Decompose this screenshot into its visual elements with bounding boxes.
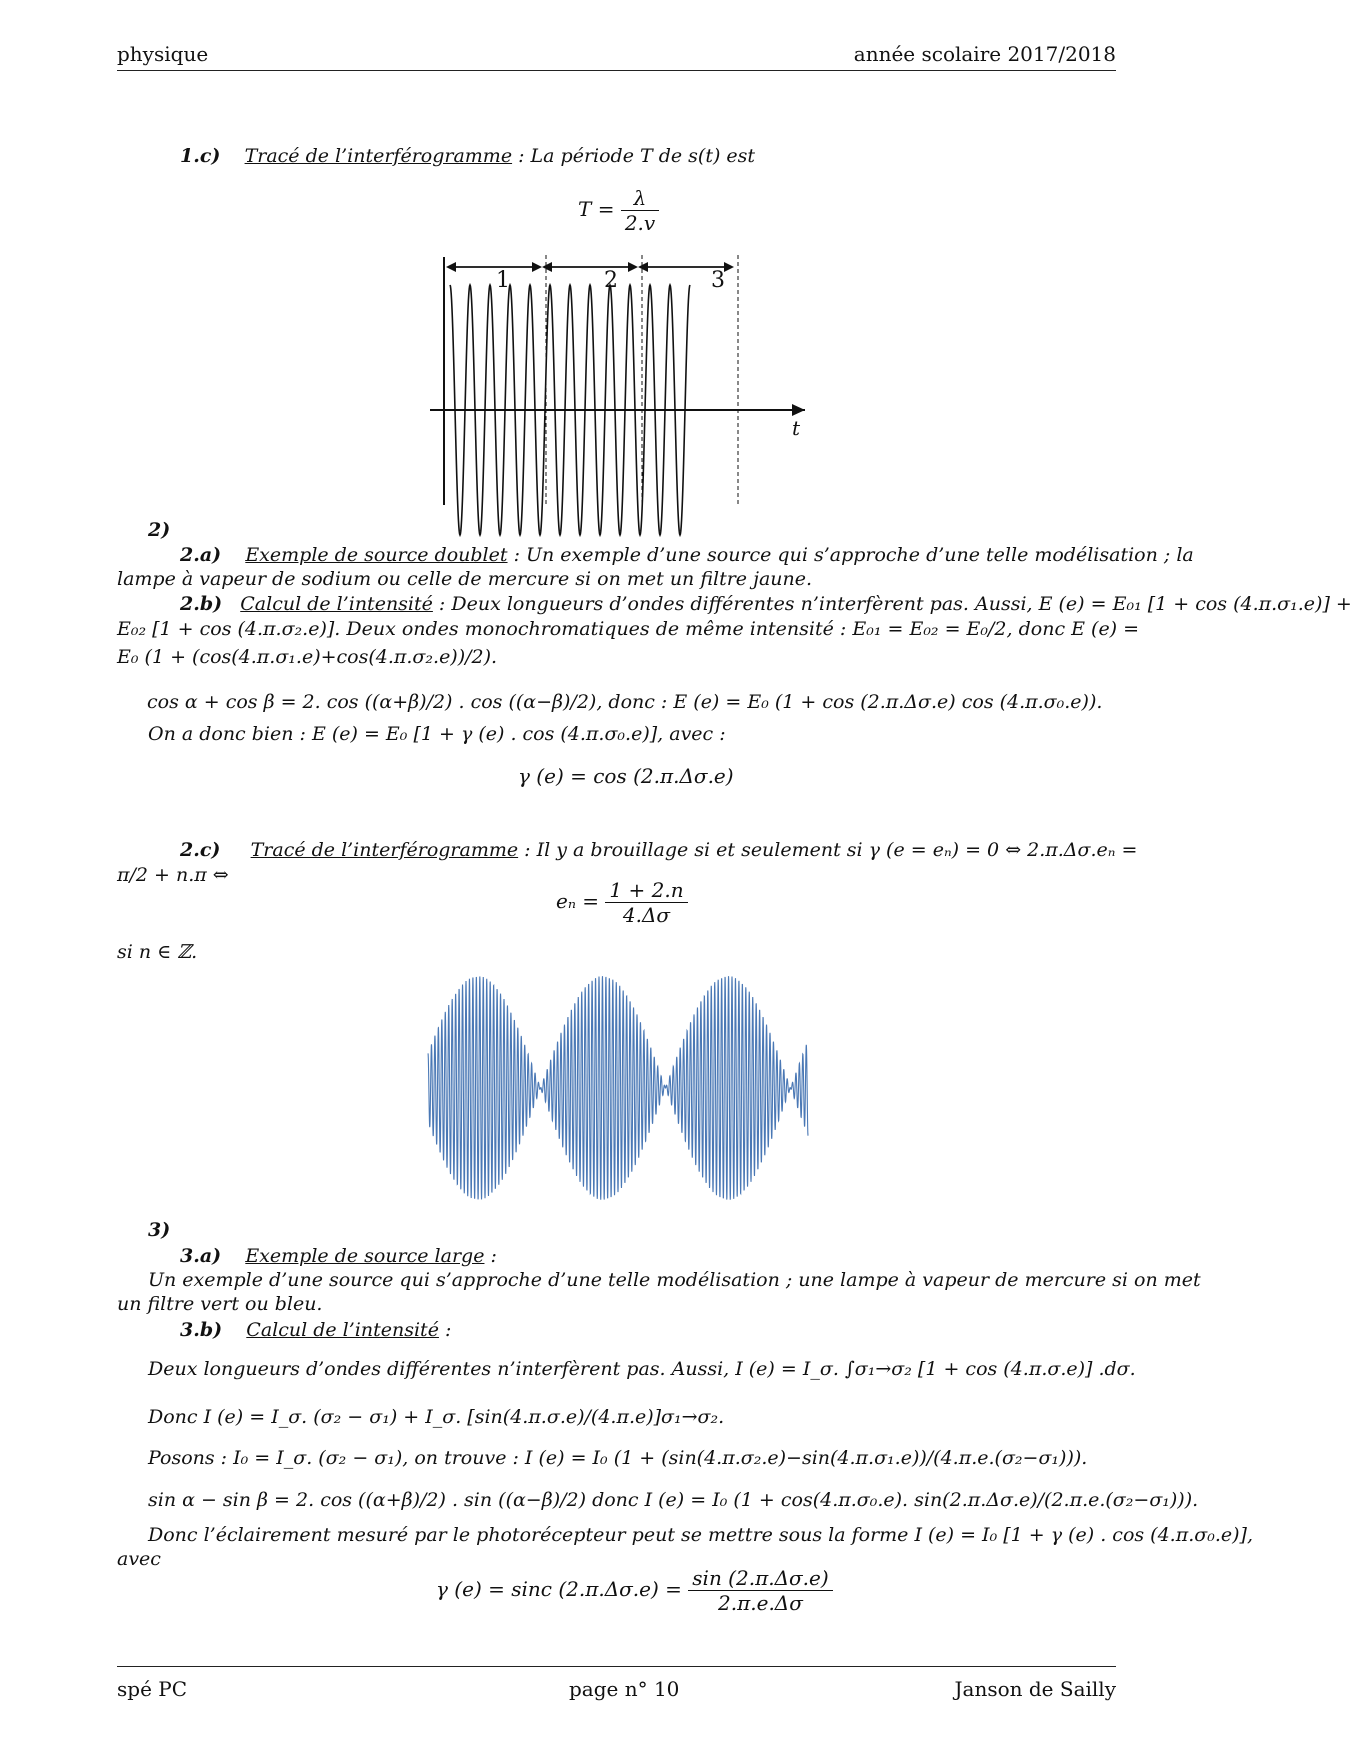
section-3-number: 3) <box>148 1219 171 1241</box>
section-2-number: 2) <box>148 519 171 541</box>
section-2b-text-1: : Deux longueurs d’ondes différentes n’interfèrent pas. Aussi, E (e) = E₀₁ [1 + cos (4.π.σ₁.e)] + <box>432 593 1352 615</box>
section-2c-title: Tracé de l’interférogramme <box>250 839 519 861</box>
section-3a-text-2: un filtre vert ou bleu. <box>117 1293 323 1315</box>
section-2c-text-1: : Il y a brouillage si et seulement si γ (e = eₙ) = 0 ⇔ 2.π.Δσ.eₙ = <box>518 839 1138 861</box>
interferogram-figure-1 <box>420 255 820 505</box>
section-3a-text-0: : <box>484 1245 497 1267</box>
period-label-2: 2 <box>604 268 618 293</box>
section-3b-text-1: Deux longueurs d’ondes différentes n’interfèrent pas. Aussi, I (e) = I_σ. ∫σ₁→σ₂ [1 + cos (4.π.σ.e)] .dσ. <box>148 1358 1136 1380</box>
interferogram-figure-2 <box>428 968 808 1208</box>
section-3a-line <box>180 1244 497 1268</box>
footer-class: spé PC <box>117 1677 188 1701</box>
section-3b-text-0: : <box>438 1319 452 1341</box>
section-3a-text-1: Un exemple d’une source qui s’approche d’une telle modélisation ; une lampe à vapeur de mercure si on met <box>148 1269 1201 1291</box>
equation-gamma-doublet: γ (e) = cos (2.π.Δσ.e) <box>518 764 734 788</box>
section-3b-text-4: sin α − sin β = 2. cos ((α+β)/2) . sin ((α−β)/2) donc I (e) = I₀ (1 + cos(4.π.σ₀.e). sin(2.π.Δσ.e)/(2.π.e.(σ₂−σ₁))). <box>148 1489 1199 1511</box>
section-3b-text-6: avec <box>117 1548 161 1570</box>
section-3b-number: 3.b) <box>180 1319 223 1341</box>
section-1c-title: Tracé de l’interférogramme <box>244 145 513 167</box>
footer-page-number: page n° 10 <box>569 1677 680 1701</box>
equation-gamma-sinc <box>436 1566 833 1615</box>
equation-en-num: 1 + 2.n <box>605 878 687 903</box>
section-2a-text-1: : Un exemple d’une source qui s’approche d’une telle modélisation ; la <box>507 544 1194 566</box>
section-3b-title: Calcul de l’intensité <box>246 1319 439 1341</box>
equation-period-den: 2.v <box>624 211 656 235</box>
period-label-3: 3 <box>711 268 725 293</box>
section-1c-text: : La période T de s(t) est <box>512 145 756 167</box>
section-2b-text-4: cos α + cos β = 2. cos ((α+β)/2) . cos ((α−β)/2), donc : E (e) = E₀ (1 + cos (2.π.Δσ.e) cos (4.π.σ₀.e)). <box>147 691 1103 713</box>
section-3b-line <box>180 1318 451 1342</box>
section-2-heading <box>148 518 170 542</box>
equation-en-lhs: eₙ = <box>556 889 600 913</box>
page-header <box>117 40 1116 71</box>
section-2a-title: Exemple de source doublet <box>245 544 508 566</box>
page-footer <box>117 1666 1116 1707</box>
section-2b-text-2: E₀₂ [1 + cos (4.π.σ₂.e)]. Deux ondes monochromatiques de même intensité : E₀₁ = E₀₂ = E₀/2, donc E (e) = <box>117 618 1140 640</box>
section-2b-number: 2.b) <box>180 593 223 615</box>
equation-period-lhs: T = <box>578 197 615 221</box>
section-1c-line <box>180 144 755 168</box>
section-2a-line <box>180 543 1194 567</box>
section-2c-text-3: si n ∈ ℤ. <box>117 941 198 963</box>
section-3a-number: 3.a) <box>180 1245 222 1267</box>
time-axis-arrow <box>792 404 805 416</box>
equation-gamma-sinc-num: sin (2.π.Δσ.e) <box>688 1566 832 1591</box>
header-year: année scolaire 2017/2018 <box>853 42 1116 66</box>
period-arrow-1 <box>446 262 542 272</box>
section-2b-text-5: On a donc bien : E (e) = E₀ [1 + γ (e) . cos (4.π.σ₀.e)], avec : <box>148 723 726 745</box>
equation-period <box>578 186 659 235</box>
section-2a-text-2: lampe à vapeur de sodium ou celle de mercure si on met un filtre jaune. <box>117 568 813 590</box>
section-2b-title: Calcul de l’intensité <box>240 593 433 615</box>
footer-school: Janson de Sailly <box>954 1677 1116 1701</box>
section-3a-title: Exemple de source large <box>245 1245 485 1267</box>
section-1c-number: 1.c) <box>180 145 221 167</box>
section-3-heading <box>148 1218 170 1242</box>
period-arrow-2 <box>542 262 638 272</box>
section-2c-text-2: π/2 + n.π ⇔ <box>117 864 229 886</box>
beat-signal <box>428 976 808 1200</box>
equation-gamma-sinc-lhs: γ (e) = sinc (2.π.Δσ.e) = <box>436 1577 682 1601</box>
section-3b-text-5: Donc l’éclairement mesuré par le photorécepteur peut se mettre sous la forme I (e) = I₀ [1 + γ (e) . cos (4.π.σ₀.e)], <box>148 1524 1253 1546</box>
section-3b-text-2: Donc I (e) = I_σ. (σ₂ − σ₁) + I_σ. [sin(4.π.σ.e)/(4.π.e)]σ₁→σ₂. <box>148 1406 725 1428</box>
header-subject: physique <box>117 42 209 66</box>
section-2b-text-3: E₀ (1 + (cos(4.π.σ₁.e)+cos(4.π.σ₂.e))/2). <box>117 646 498 668</box>
equation-period-num: λ <box>621 186 659 211</box>
time-axis-label: t <box>792 416 801 440</box>
equation-en <box>556 878 688 927</box>
equation-gamma-sinc-den: 2.π.e.Δσ <box>718 1591 803 1615</box>
section-2a-number: 2.a) <box>180 544 222 566</box>
section-2c-line <box>180 838 1137 862</box>
section-2c-number: 2.c) <box>180 839 221 861</box>
period-label-1: 1 <box>496 268 510 293</box>
equation-en-den: 4.Δσ <box>622 903 671 927</box>
section-2b-line <box>180 592 1352 616</box>
section-3b-text-3: Posons : I₀ = I_σ. (σ₂ − σ₁), on trouve : I (e) = I₀ (1 + (sin(4.π.σ₂.e)−sin(4.π.σ₁.e))/(4.π.e.(σ₂−σ₁))). <box>148 1447 1088 1469</box>
